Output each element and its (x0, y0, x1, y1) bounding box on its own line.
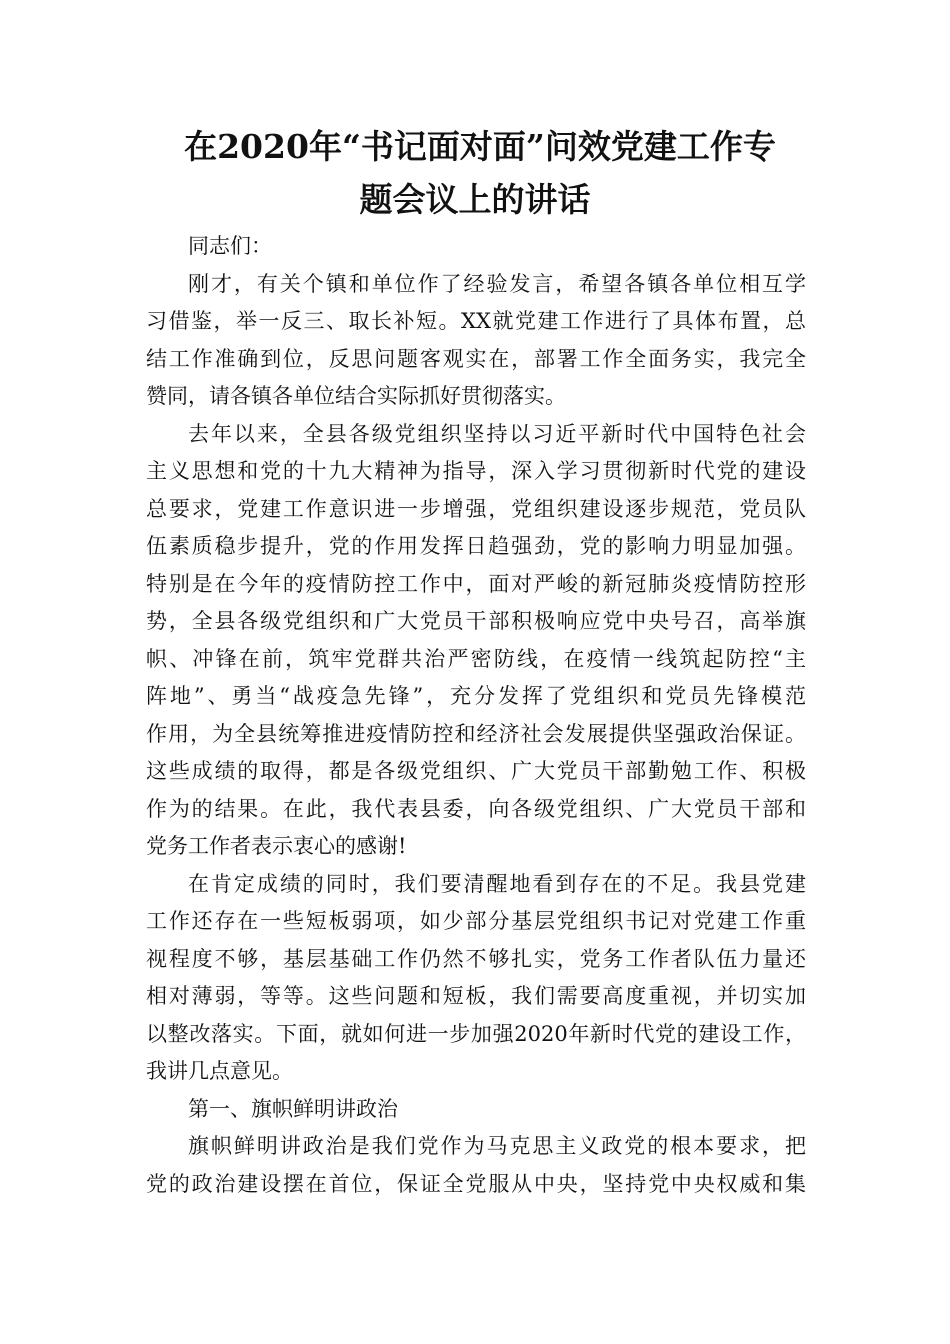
body-line: 阵地”、勇当“战疫急先锋”，充分发挥了党组织和党员先锋模范 (146, 684, 806, 708)
body-line: 党的政治建设摆在首位，保证全党服从中央，坚持党中央权威和集 (146, 1171, 806, 1196)
body-line: 作为的结果。在此，我代表县委，向各级党组织、广大党员干部和 (146, 796, 806, 821)
body-line: 同志们： (188, 234, 272, 258)
body-line: 赞同，请各镇各单位结合实际抓好贯彻落实。 (146, 384, 566, 408)
body-line: 作用，为全县统筹推进疫情防控和经济社会发展提供坚强政治保证。 (146, 721, 806, 746)
body-line: 习借鉴，举一反三、取长补短。XX就党建工作进行了具体布置，总 (146, 309, 806, 333)
document-title-line-2: 题会议上的讲话 (359, 180, 591, 219)
body-line: 工作还存在一些短板弱项，如少部分基层党组织书记对党建工作重 (146, 909, 806, 933)
body-line: 伍素质稳步提升，党的作用发挥日趋强劲，党的影响力明显加强。 (146, 534, 806, 558)
body-line: 以整改落实。下面，就如何进一步加强2020年新时代党的建设工作， (146, 1021, 806, 1046)
body-line: 帜、冲锋在前，筑牢党群共治严密防线，在疫情一线筑起防控“主 (146, 646, 806, 671)
body-line: 刚才，有关个镇和单位作了经验发言，希望各镇各单位相互学 (188, 271, 806, 296)
body-line: 我讲几点意见。 (146, 1059, 293, 1083)
body-line: 势，全县各级党组织和广大党员干部积极响应党中央号召，高举旗 (146, 609, 806, 633)
body-line: 主义思想和党的十九大精神为指导，深入学习贯彻新时代党的建设 (146, 459, 806, 483)
body-line: 去年以来，全县各级党组织坚持以习近平新时代中国特色社会 (188, 421, 806, 446)
body-line: 总要求，党建工作意识进一步增强，党组织建设逐步规范，党员队 (146, 496, 806, 521)
body-line: 旗帜鲜明讲政治是我们党作为马克思主义政党的根本要求，把 (188, 1134, 806, 1158)
body-line: 相对薄弱，等等。这些问题和短板，我们需要高度重视，并切实加 (146, 984, 806, 1008)
body-line: 视程度不够，基层基础工作仍然不够扎实，党务工作者队伍力量还 (146, 946, 806, 971)
body-line: 在肯定成绩的同时，我们要清醒地看到存在的不足。我县党建 (188, 871, 806, 896)
document-title-line-1: 在2020年“书记面对面”问效党建工作专 (184, 127, 776, 166)
body-line: 这些成绩的取得，都是各级党组织、广大党员干部勤勉工作、积极 (146, 759, 806, 783)
body-line: 党务工作者表示衷心的感谢! (146, 834, 407, 858)
body-line: 特别是在今年的疫情防控工作中，面对严峻的新冠肺炎疫情防控形 (146, 571, 806, 596)
body-line: 结工作准确到位，反思问题客观实在，部署工作全面务实，我完全 (146, 346, 806, 371)
body-line: 第一、旗帜鲜明讲政治 (188, 1096, 398, 1121)
document-body (146, 228, 806, 1203)
